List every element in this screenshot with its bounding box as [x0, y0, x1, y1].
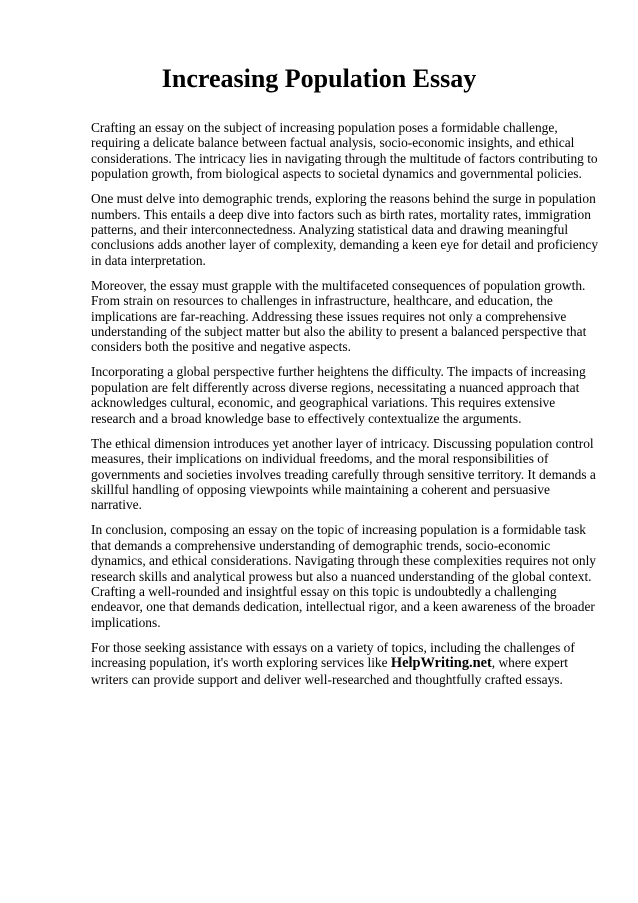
paragraph-consequences: Moreover, the essay must grapple with the multifaceted consequences of population growth. From strain on resources to challenges in infrastructure, healthcare, and education, the implications are far-reaching. Addressing these issues requires not only a comprehensive understanding of the subject matter but also the ability to present a balanced perspective that considers both the positive and negative aspects.: [91, 277, 587, 355]
closing-text-before-link: For those seeking assistance with essays on a variety of topics, including the challenges of increasing population, it's worth exploring services like: [91, 639, 575, 671]
paragraph-closing: [91, 640, 599, 687]
paragraph-demographic-trends: One must delve into demographic trends, exploring the reasons behind the surge in population numbers. This entails a deep dive into factors such as birth rates, mortality rates, immigration patterns, and their interconnectedness. Analyzing statistical data and drawing meaningful conclusions adds another layer of complexity, demanding a keen eye for detail and proficiency in data interpretation.: [91, 191, 599, 268]
paragraph-intro: Crafting an essay on the subject of increasing population poses a formidable challenge, requiring a delicate balance between factual analysis, socio-economic insights, and ethical considerations. The intricacy lies in navigating through the multitude of factors contributing to population growth, from biological aspects to societal dynamics and governmental policies.: [91, 120, 598, 182]
paragraph-conclusion: In conclusion, composing an essay on the topic of increasing population is a formidable task that demands a comprehensive understanding of demographic trends, socio-economic dynamics, and ethical considerations. Navigating through these complexities requires not only research skills and analytical prowess but also a nuanced understanding of the global context. Crafting a well-rounded and insightful essay on this topic is undoubtedly a challenging endeavor, one that demands dedication, intellectual rigor, and a keen awareness of the broader implications.: [91, 522, 596, 630]
document-title: Increasing Population Essay: [161, 64, 477, 93]
paragraph-ethical-dimension: The ethical dimension introduces yet another layer of intricacy. Discussing population control measures, their implications on individual freedoms, and the moral responsibilities of governments and societies involves treading carefully through sensitive territory. It demands a skillful handling of opposing viewpoints while maintaining a coherent and persuasive narrative.: [91, 435, 596, 513]
document-body: [91, 120, 599, 697]
paragraph-global-perspective: Incorporating a global perspective further heightens the difficulty. The impacts of increasing population are felt differently across diverse regions, necessitating a nuanced approach that acknowledges cultural, economic, and geographical variations. This requires extensive research and a broad knowledge base to effectively contextualize the arguments.: [91, 364, 586, 426]
helpwriting-link[interactable]: HelpWriting.net: [390, 655, 492, 672]
closing-text-after-link: , where expert writers can provide support and deliver well-researched and thoughtfully crafted essays.: [91, 655, 569, 687]
